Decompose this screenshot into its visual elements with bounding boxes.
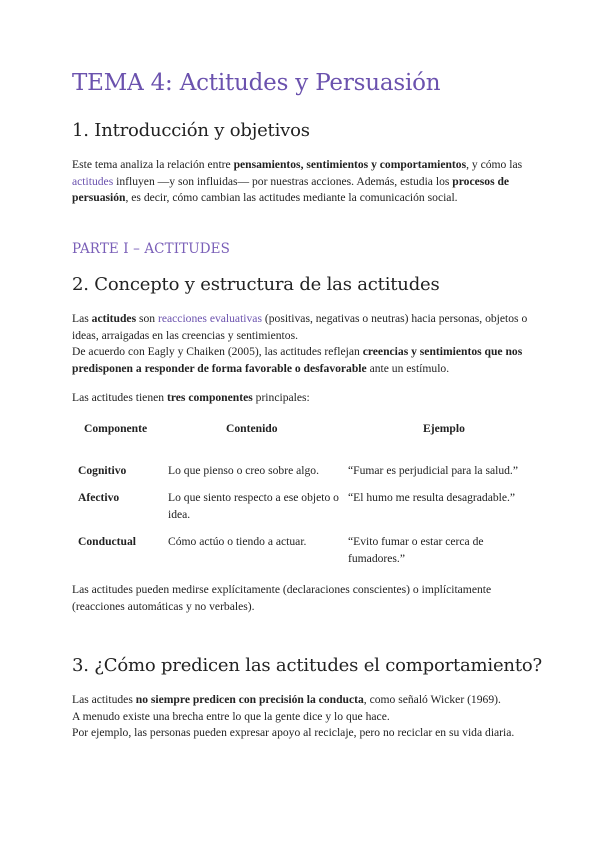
term-actitudes: actitudes	[72, 174, 114, 188]
section-1-paragraph: Este tema analiza la relación entre pensamientos, sentimientos y comportamientos, y cómo las actitudes influyen —y son influidas— por nuestras acciones. Además, estudia los procesos de persuasión, es decir, cómo cambian las actitudes mediante la comunicación social.	[72, 158, 523, 204]
section-2-note: Las actitudes pueden medirse explícitamente (declaraciones conscientes) o implícitamente (reacciones automáticas y no verbales).	[72, 583, 492, 613]
term-reacciones: reacciones evaluativas	[158, 312, 262, 325]
table-header-example: Ejemplo	[423, 422, 465, 435]
section-2-paragraph-1: Las actitudes son reacciones evaluativas (positivas, negativas o neutras) hacia personas, objetos o ideas, arraigadas en las creencias y sentimientos. De acuerdo con Eagly y Chaiken (2005), las actitudes reflejan creencias y sentimientos que nos predisponen a responder de forma favorable o desfavorable ante un estímulo.	[72, 312, 528, 375]
part-heading: PARTE I – ACTITUDES	[72, 241, 230, 257]
section-1-heading: 1. Introducción y objetivos	[72, 120, 310, 141]
section-3-paragraph: Las actitudes no siempre predicen con precisión la conducta, como señaló Wicker (1969). A menudo existe una brecha entre lo que la gente dice y lo que hace. Por ejemplo, las personas pueden expresar apoyo al reciclaje, pero no reciclar en su vida diaria.	[72, 693, 515, 739]
table-row-conductual-example: “Evito fumar o estar cerca de fumadores.”	[348, 535, 484, 565]
table-row-cognitivo-example: “Fumar es perjudicial para la salud.”	[348, 464, 518, 477]
table-row-conductual-name: Conductual	[78, 535, 136, 548]
section-2-components-intro: Las actitudes tienen tres componentes principales:	[72, 391, 310, 404]
table-row-cognitivo-name: Cognitivo	[78, 464, 127, 477]
table-row-conductual-content: Cómo actúo o tiendo a actuar.	[168, 535, 307, 548]
table-row-cognitivo-content: Lo que pienso o creo sobre algo.	[168, 464, 319, 477]
page-title: TEMA 4: Actitudes y Persuasión	[72, 70, 441, 96]
table-row-afectivo-example: “El humo me resulta desagradable.”	[348, 491, 516, 504]
section-2-heading: 2. Concepto y estructura de las actitudes	[72, 274, 440, 295]
table-header-component: Componente	[84, 422, 148, 435]
table-header-content: Contenido	[226, 422, 278, 435]
table-row-afectivo-content: Lo que siento respecto a ese objeto o idea.	[168, 491, 339, 521]
section-3-heading: 3. ¿Cómo predicen las actitudes el comportamiento?	[72, 655, 542, 676]
table-row-afectivo-name: Afectivo	[78, 491, 120, 504]
